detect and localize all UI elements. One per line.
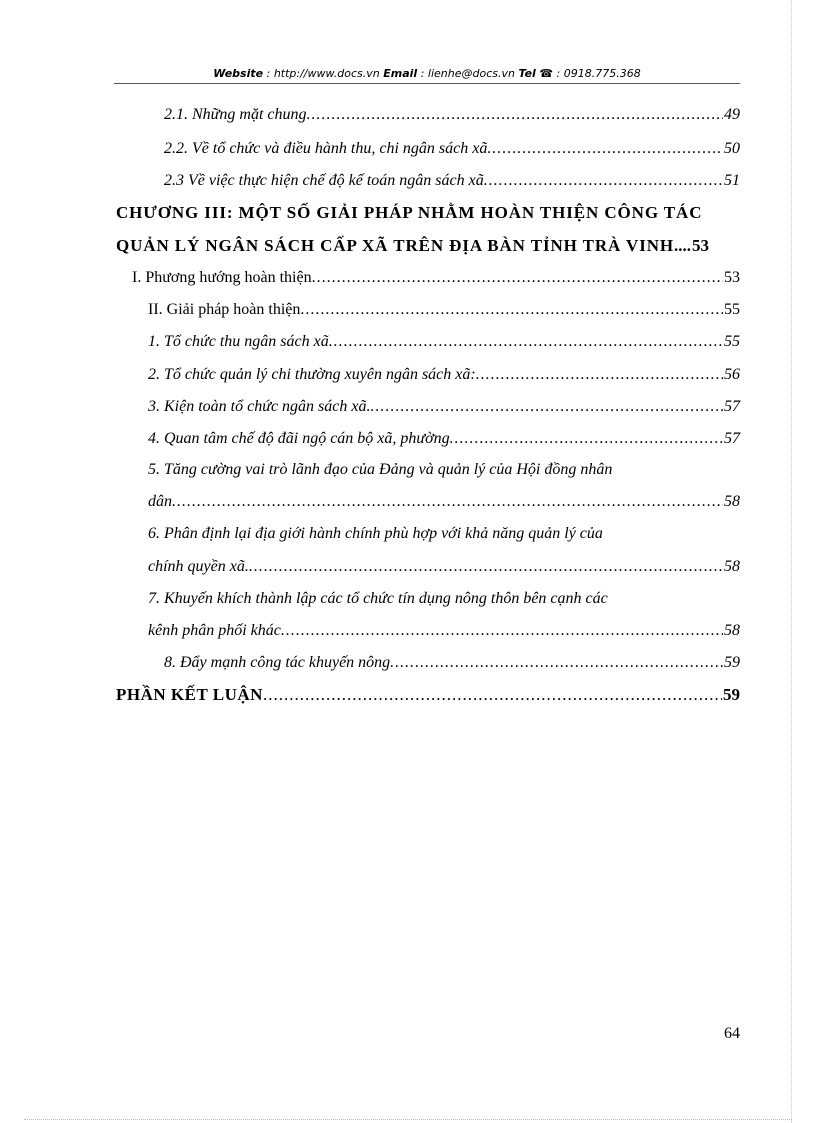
toc-entry-5-line-2[interactable] <box>148 491 740 513</box>
toc-entry-2-3[interactable] <box>164 170 740 192</box>
toc-entry-label: 2. Tổ chức quản lý chi thường xuyên ngân sách xã: <box>148 366 476 383</box>
toc-entry-2[interactable] <box>148 364 740 386</box>
toc-leader-dots <box>329 331 723 353</box>
toc-entry-page: 50 <box>724 140 740 157</box>
toc-leader-dots: .... <box>674 236 692 255</box>
toc-entry-II[interactable] <box>148 299 740 321</box>
toc-entry-7-line-2[interactable] <box>148 620 740 642</box>
toc-entry-3[interactable] <box>148 396 740 418</box>
toc-entry-2-1[interactable] <box>164 104 740 126</box>
toc-entry-page: 59 <box>724 654 740 671</box>
page-bottom-border <box>24 1119 792 1120</box>
toc-leader-dots <box>312 267 723 289</box>
toc-entry-6-line-2[interactable] <box>148 556 740 578</box>
page-number: 64 <box>724 1025 740 1042</box>
toc-entry-page: 49 <box>724 106 740 123</box>
toc-entry-page: 51 <box>724 172 740 189</box>
chapter-3-title-text: QUẢN LÝ NGÂN SÁCH CẤP XÃ TRÊN ĐỊA BÀN TỈNH TRÀ VINH <box>116 236 675 255</box>
toc-entry-2-2[interactable] <box>164 138 740 160</box>
toc-leader-dots <box>300 299 723 321</box>
toc-entry-page: 53 <box>724 269 740 286</box>
toc-entry-label: chính quyền xã. <box>148 558 249 575</box>
email-separator: : <box>417 67 428 80</box>
email-label: Email <box>383 67 418 80</box>
toc-entry-label: kênh phân phối khác <box>148 622 281 639</box>
toc-entry-I[interactable] <box>132 267 740 289</box>
toc-entry-page: 56 <box>724 366 740 383</box>
toc-leader-dots <box>487 138 723 160</box>
toc-leader-dots <box>370 396 723 418</box>
toc-entry-page: 57 <box>724 398 740 415</box>
toc-leader-dots <box>450 428 723 450</box>
tel-number: 0918.775.368 <box>563 67 641 80</box>
chapter-3-title-line-1[interactable]: CHƯƠNG III: MỘT SỐ GIẢI PHÁP NHẰM HOÀN THIỆN CÔNG TÁC <box>116 203 703 222</box>
toc-leader-dots <box>172 491 723 513</box>
toc-leader-dots <box>307 104 724 126</box>
website-separator: : <box>263 67 274 80</box>
toc-entry-label: I. Phương hướng hoàn thiện <box>132 269 312 286</box>
toc-leader-dots <box>263 684 722 706</box>
toc-entry-label: 2.1. Những mặt chung <box>164 106 307 123</box>
toc-entry-page: 59 <box>723 685 740 704</box>
toc-entry-label: dân <box>148 493 172 510</box>
website-label: Website <box>213 67 264 80</box>
toc-entry-label: 8. Đẩy mạnh công tác khuyến nông <box>164 654 391 671</box>
toc-entry-page: 57 <box>724 430 740 447</box>
website-url[interactable]: http://www.docs.vn <box>273 67 380 80</box>
tel-label: Tel <box>518 67 536 80</box>
toc-entry-label: 2.2. Về tổ chức và điều hành thu, chi ngân sách xã <box>164 140 488 157</box>
toc-entry-conclusion[interactable] <box>116 684 740 706</box>
toc-entry-page: 58 <box>724 558 740 575</box>
toc-leader-dots <box>484 170 723 192</box>
toc-leader-dots <box>281 620 723 642</box>
toc-entry-page: 58 <box>724 493 740 510</box>
toc-entry-label: PHẦN KẾT LUẬN <box>116 685 263 704</box>
phone-icon: ☎ <box>539 67 554 80</box>
toc-entry-label: 1. Tổ chức thu ngân sách xã <box>148 333 329 350</box>
email-address[interactable]: lienhe@docs.vn <box>427 67 515 80</box>
toc-entry-6-line-1[interactable]: 6. Phân định lại địa giới hành chính phù hợp với khả năng quản lý của <box>148 525 603 542</box>
toc-entry-label: 4. Quan tâm chế độ đãi ngộ cán bộ xã, phường <box>148 430 450 447</box>
toc-entry-1[interactable] <box>148 331 740 353</box>
toc-entry-page: 53 <box>692 236 710 255</box>
toc-leader-dots <box>249 556 723 578</box>
toc-entry-page: 55 <box>724 301 740 318</box>
tel-separator: : <box>553 67 564 80</box>
toc-entry-5-line-1[interactable]: 5. Tăng cường vai trò lãnh đạo của Đảng và quản lý của Hội đồng nhân <box>148 461 613 478</box>
toc-entry-page: 55 <box>724 333 740 350</box>
toc-entry-4[interactable] <box>148 428 740 450</box>
toc-entry-label: II. Giải pháp hoàn thiện <box>148 301 301 318</box>
toc-entry-label: 3. Kiện toàn tổ chức ngân sách xã. <box>148 398 371 415</box>
toc-entry-8[interactable] <box>164 652 740 674</box>
toc-entry-label: 2.3 Về việc thực hiện chế độ kế toán ngân sách xã <box>164 172 484 189</box>
page-right-border <box>791 0 792 1123</box>
toc-leader-dots <box>390 652 723 674</box>
chapter-3-title-line-2[interactable] <box>116 234 740 258</box>
toc-entry-7-line-1[interactable]: 7. Khuyến khích thành lập các tổ chức tín dụng nông thôn bên cạnh các <box>148 590 608 607</box>
toc-leader-dots <box>476 364 723 386</box>
toc-entry-page: 58 <box>724 622 740 639</box>
